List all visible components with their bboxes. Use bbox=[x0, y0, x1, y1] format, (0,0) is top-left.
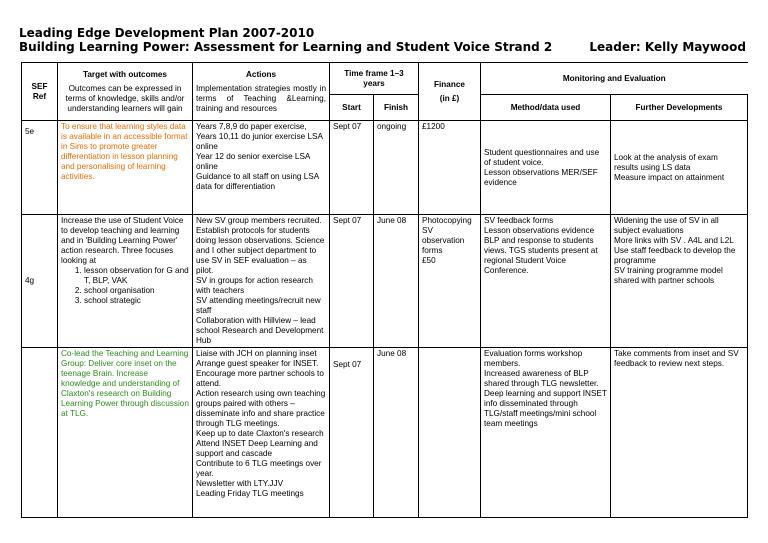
row2-target-intro: Increase the use of Student Voice to develop teaching and learning and in 'Building Learning Power' action research. Three focuses looking at bbox=[61, 216, 184, 265]
row1-finance: £1200 bbox=[419, 121, 481, 215]
row3-actions bbox=[193, 348, 330, 518]
action-line: Liaise with JCH on planning inset bbox=[196, 349, 317, 358]
finance-line: £50 bbox=[422, 256, 436, 265]
row1-actions bbox=[193, 121, 330, 215]
action-line: Arrange guest speaker for INSET. Encourage more partner schools to attend. bbox=[196, 359, 324, 388]
list-item: 3. school strategic bbox=[84, 296, 189, 306]
row1-method bbox=[481, 121, 611, 215]
leader-name: Leader: Kelly Maywood bbox=[589, 40, 746, 54]
row2-target-list bbox=[61, 266, 189, 306]
further-line: More links with SV . A4L and L2L bbox=[614, 236, 734, 245]
action-line: Leading Friday TLG meetings bbox=[196, 489, 304, 498]
row3-finance bbox=[419, 348, 481, 518]
header-sef-ref: SEF Ref bbox=[22, 63, 58, 121]
row2-sef: 4g bbox=[22, 215, 58, 348]
header-actions-label: Actions bbox=[245, 69, 277, 79]
row2-actions bbox=[193, 215, 330, 348]
row2-finance bbox=[419, 215, 481, 348]
document-subtitle: Building Learning Power: Assessment for Learning and Student Voice Strand 2 bbox=[19, 40, 553, 54]
row2-further bbox=[611, 215, 748, 348]
action-line: SV attending meetings/recruit new staff bbox=[196, 296, 321, 315]
header-method: Method/data used bbox=[481, 95, 611, 121]
action-line: Action research using own teaching groups paired with others – disseminate info and share practice through TLG meetings. bbox=[196, 389, 326, 428]
further-line: Use staff feedback to develop the programme bbox=[614, 246, 736, 265]
finance-line: Photocopying bbox=[422, 216, 472, 225]
header-monitoring: Monitoring and Evaluation bbox=[481, 63, 748, 95]
row3-sef bbox=[22, 348, 58, 518]
header-timeframe: Time frame 1–3 years bbox=[330, 63, 419, 95]
further-line: Look at the analysis of exam results using LS data bbox=[614, 152, 718, 172]
action-line: SV in groups for action research with teachers bbox=[196, 276, 313, 295]
header-actions-sub: Implementation strategies mostly in terms of Teaching &Learning, training and resources bbox=[196, 83, 326, 113]
row3-method bbox=[481, 348, 611, 518]
document-title: Leading Edge Development Plan 2007-2010 bbox=[19, 26, 315, 40]
row1-target: To ensure that learning styles data is available in an accessible format in Sims to promote greater differentiation in lesson planning and personalising of learning activities. bbox=[58, 121, 193, 215]
method-line: Increased awareness of BLP shared through TLG newsletter. bbox=[484, 369, 599, 388]
header-finish: Finish bbox=[374, 95, 419, 121]
header-further: Further Developments bbox=[611, 95, 748, 121]
action-line: Newsletter with LTY.JJV bbox=[196, 479, 284, 488]
header-target-label: Target with outcomes bbox=[82, 69, 167, 79]
further-line: Widening the use of SV in all subject evaluations bbox=[614, 216, 719, 235]
finance-line: SV observation forms bbox=[422, 226, 465, 255]
row3-further bbox=[611, 348, 748, 518]
header-finance-label: Finance bbox=[434, 79, 465, 89]
method-line: Lesson observations evidence BLP and response to students views. TGS students present at regional Student Voice Conference. bbox=[484, 226, 598, 275]
table-row bbox=[22, 121, 748, 215]
action-line: Contribute to 6 TLG meetings over year. bbox=[196, 459, 322, 478]
development-plan-table bbox=[21, 62, 748, 518]
list-item: 1. lesson observation for G and T, BLP, VAK bbox=[84, 266, 189, 286]
row1-finish: ongoing bbox=[374, 121, 419, 215]
row1-start: Sept 07 bbox=[330, 121, 374, 215]
header-finance bbox=[419, 63, 481, 121]
row1-sef: 5e bbox=[22, 121, 58, 215]
header-finance-sub: (in £) bbox=[439, 93, 460, 103]
method-line: Lesson observations MER/SEF evidence bbox=[484, 167, 598, 187]
header-target-sub: Outcomes can be expressed in terms of knowledge, skills and/or understanding learners will gain bbox=[65, 83, 185, 113]
action-line: Collaboration with Hillview – lead school Research and Development Hub bbox=[196, 316, 324, 345]
further-line: Take comments from inset and SV feedback to review next steps. bbox=[614, 349, 739, 368]
method-line: SV feedback forms bbox=[484, 216, 554, 225]
row1-further bbox=[611, 121, 748, 215]
row3-start: Sept 07 bbox=[330, 348, 374, 518]
row3-finish: June 08 bbox=[374, 348, 419, 518]
row3-target: Co-lead the Teaching and Learning Group: Deliver core inset on the teenage Brain. Increase knowledge and understanding of Claxton's research on Building Learning Power through discussion at TLG. bbox=[58, 348, 193, 518]
list-item: 2. school organisation bbox=[84, 286, 189, 296]
method-line: Student questionnaires and use of student voice. bbox=[484, 147, 600, 167]
table-row bbox=[22, 348, 748, 518]
action-line: Keep up to date Claxton's research bbox=[196, 429, 324, 438]
further-line: SV training programme model shared with partner schools bbox=[614, 266, 723, 285]
action-line: Guidance to all staff on using LSA data for differentiation bbox=[196, 172, 319, 191]
method-line: Evaluation forms workshop members. bbox=[484, 349, 583, 368]
further-line: Measure impact on attainment bbox=[614, 172, 725, 182]
header-start: Start bbox=[330, 95, 374, 121]
row2-method bbox=[481, 215, 611, 348]
action-line: New SV group members recruited. Establish protocols for students doing lesson observations. Science and I other subject department to use SV in SEF evaluation – as pilot. bbox=[196, 216, 325, 275]
action-line: Year 12 do senior exercise LSA online bbox=[196, 152, 310, 171]
action-line: Years 7,8,9 do paper exercise, bbox=[196, 122, 307, 131]
method-line: Deep learning and support INSET info disseminated through TLG/staff meetings/mini school team meetings bbox=[484, 389, 607, 428]
row2-start: Sept 07 bbox=[330, 215, 374, 348]
row2-finish: June 08 bbox=[374, 215, 419, 348]
header-target bbox=[58, 63, 193, 121]
header-actions bbox=[193, 63, 330, 121]
action-line: Years 10,11 do junior exercise LSA online bbox=[196, 132, 323, 151]
action-line: Attend INSET Deep Learning and support and cascade bbox=[196, 439, 318, 458]
table-row bbox=[22, 215, 748, 348]
row2-target bbox=[58, 215, 193, 348]
